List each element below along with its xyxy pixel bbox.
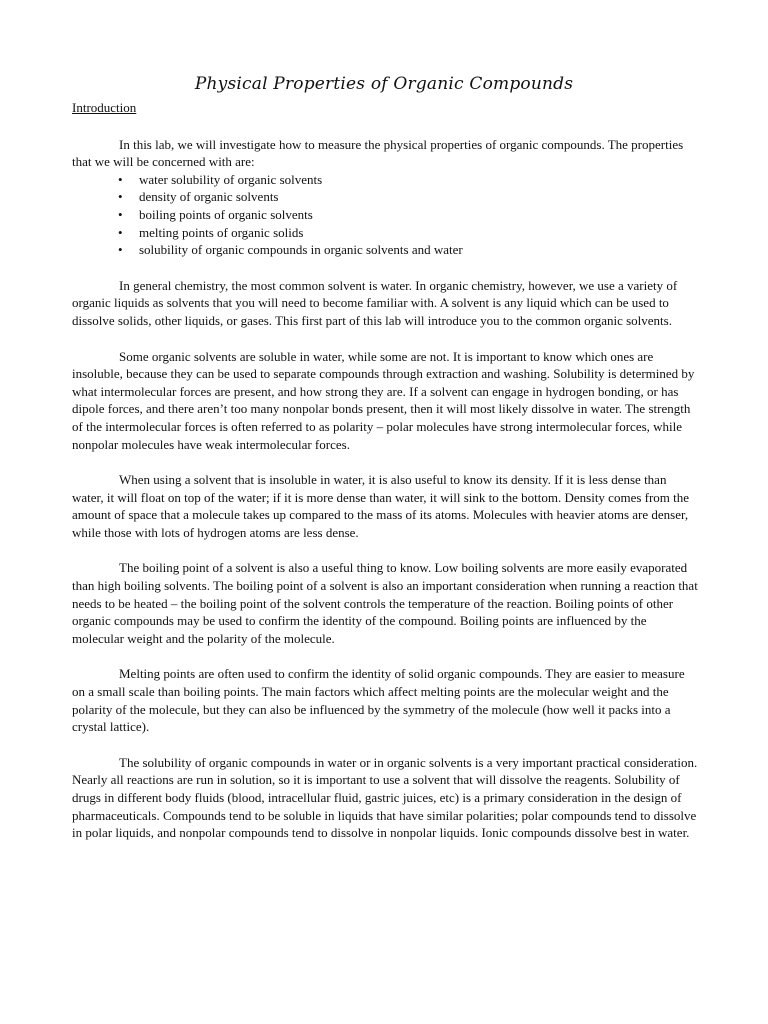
section-heading-introduction: Introduction <box>72 100 137 115</box>
intro-paragraph: In this lab, we will investigate how to measure the physical properties of organic compounds. The properties that we will be concerned with are: <box>72 136 684 170</box>
bullet-icon: • <box>118 171 123 187</box>
list-item-text: solubility of organic compounds in organic solvents and water <box>139 242 463 258</box>
paragraph-melting-point: Melting points are often used to confirm the identity of solid organic compounds. They are easier to measure on a small scale than boiling points. The main factors which affect melting points are the molecular weight and the polarity of the molecule, but they can also be influenced by the symmetry of the molecule (how well it packs into a crystal lattice). <box>72 666 685 735</box>
document-title: Physical Properties of Organic Compounds <box>194 74 574 94</box>
properties-list <box>72 171 700 259</box>
list-item <box>72 224 700 242</box>
bullet-icon: • <box>118 206 123 222</box>
bullet-icon: • <box>118 224 123 240</box>
paragraph-solvents: In general chemistry, the most common solvent is water. In organic chemistry, however, we use a variety of organic liquids as solvents that you will need to become familiar with. A solvent is any liquid which can be used to dissolve solids, other liquids, or gases. This first part of this lab will introduce you to the common organic solvents. <box>72 277 678 328</box>
paragraph-compound-solubility: The solubility of organic compounds in water or in organic solvents is a very important practical consideration. Nearly all reactions are run in solution, so it is important to use a solvent that will dissolve the reagents. Solubility of drugs in different body fluids (blood, intracellular fluid, gastric juices, etc) is a primary consideration in the design of pharmaceuticals. Compounds tend to be soluble in liquids that have similar polarities; polar compounds tend to dissolve in polar liquids, and nonpolar compounds tend to dissolve in nonpolar liquids. Ionic compounds dissolve best in water. <box>72 754 698 841</box>
bullet-icon: • <box>118 242 123 258</box>
bullet-icon: • <box>118 189 123 205</box>
list-item <box>72 171 700 189</box>
list-item <box>72 241 700 259</box>
list-item <box>72 206 700 224</box>
paragraph-solubility: Some organic solvents are soluble in water, while some are not. It is important to know which ones are insoluble, because they can be used to separate compounds through extraction and washing. Solubility is determined by what intermolecular forces are present, and how strong they are. If a solvent can engage in hydrogen bonding, or has dipole forces, and there aren’t too many nonpolar bonds present, then it will most likely dissolve in water. The strength of the intermolecular forces is often referred to as polarity – polar molecules have strong intermolecular forces, while nonpolar molecules have weak intermolecular forces. <box>72 348 695 452</box>
list-item-text: density of organic solvents <box>139 189 279 205</box>
paragraph-density: When using a solvent that is insoluble in water, it is also useful to know its density. If it is less dense than water, it will float on top of the water; if it is more dense than water, it will sink to the bottom. Density comes from the amount of space that a molecule takes up compared to the mass of its atoms. Molecules with heavier atoms are denser, while those with lots of hydrogen atoms are less dense. <box>72 472 690 540</box>
list-item-text: boiling points of organic solvents <box>139 206 313 222</box>
list-item-text: water solubility of organic solvents <box>139 171 323 187</box>
document-body <box>72 99 700 860</box>
list-item-text: melting points of organic solids <box>139 224 304 240</box>
list-item <box>72 188 700 206</box>
paragraph-boiling-point: The boiling point of a solvent is also a useful thing to know. Low boiling solvents are more easily evaporated than high boiling solvents. The boiling point of a solvent is also an important consideration when running a reaction that needs to be heated – the boiling point of the solvent controls the temperature of the reaction. Boiling points of other organic compounds may be used to confirm the identity of the compound. Boiling points are influenced by the molecular weight and the polarity of the molecule. <box>72 560 698 646</box>
